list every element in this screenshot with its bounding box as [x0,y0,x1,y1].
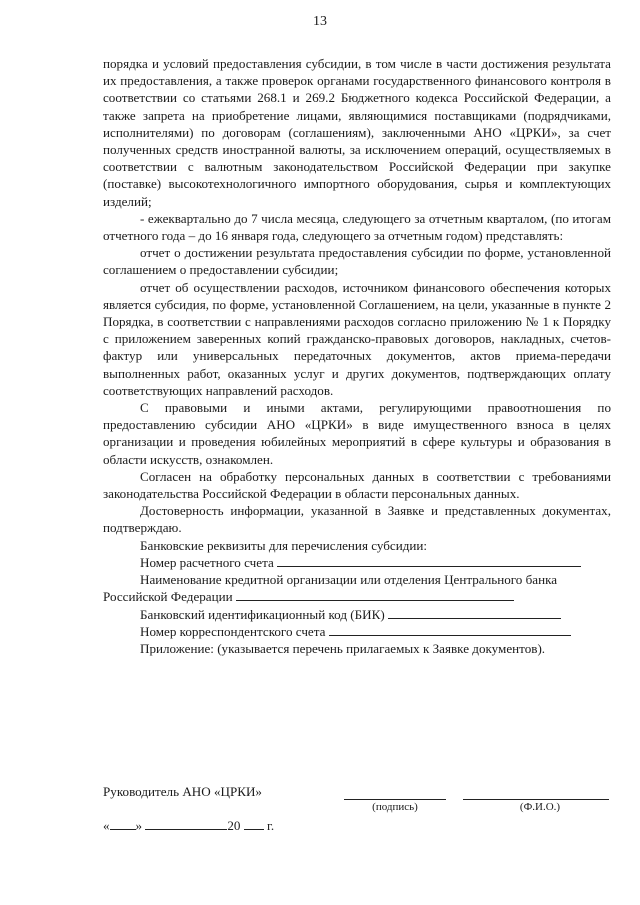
date-quote-close: » [135,818,143,833]
paragraph-expense-report: отчет об осуществлении расходов, источником финансового обеспечения которых является субсидия, по форме, установленной Соглашением, на цели, указанные в пункте 2 Порядка, в соответствии с направлениями расходов согласно приложению № 1 к Порядку с приложением заверенных копий гражданско-правовых договоров, накладных, счетов-фактур или универсальных передаточных документов, актов приема-передачи выполненных работ, оказанных услуг и других документов, подтверждающих оплату соответствующих направлений расходов. [103,279,611,398]
date-line [103,817,274,834]
bank-account-line [103,554,611,571]
bank-name-field[interactable] [236,588,514,601]
bank-name-line [103,571,611,605]
date-year-prefix: 20 [227,818,241,833]
bik-line [103,606,611,623]
name-line[interactable] [463,799,609,800]
bank-name-label: Наименование кредитной организации или отделения Центрального банка Российской Федерации [103,572,558,605]
corr-account-field[interactable] [329,623,571,636]
paragraph-result-report: отчет о достижении результата предоставления субсидии по форме, установленной соглашением о предоставлении субсидии; [103,245,611,278]
signature-caption: (подпись) [372,801,418,813]
document-body [103,55,611,657]
date-day-field[interactable] [110,817,136,830]
attachment-paragraph: Приложение: (указывается перечень прилагаемых к Заявке документов). [140,640,546,656]
paragraph-accuracy: Достоверность информации, указанной в Заявке и представленных документах, подтверждаю. [103,503,611,536]
paragraph-bank-heading: Банковские реквизиты для перечисления субсидии: [140,537,428,553]
paragraph-acknowledged: С правовыми и иными актами, регулирующими правоотношения по предоставлению субсидии АНО «ЦРКИ» в виде имущественного взноса в целях организации и проведения юбилейных мероприятий в сфере культуры и образования в области искусств, ознакомлен. [103,400,611,467]
bik-label: Банковский идентификационный код (БИК) [140,606,385,622]
paragraph-quarterly: - ежеквартально до 7 числа месяца, следующего за отчетным кварталом, (по итогам отчетного года – до 16 января года, следующего за отчетным годом) представлять: [103,210,611,244]
bik-field[interactable] [388,606,561,619]
corr-account-line [103,623,611,640]
paragraph-control: порядка и условий предоставления субсидии, в том числе в части достижения результата их предоставления, а также проверок органами государственного финансового контроля в соответствии со статьями 268.1 и 269.2 Бюджетного кодекса Российской Федерации, а также запрета на приобретение лицами, являющимися поставщиками (подрядчиками, исполнителями) по договорам (соглашениям), заключенными АНО «ЦРКИ», за счет полученных средств иностранной валюты, за исключением операций, осуществляемых в соответствии с валютным законодательством Российской Федерации при закупке (поставке) высокотехнологичного импортного оборудования, сырья и комплектующих изделий; [103,56,611,209]
page-number: 13 [313,14,327,29]
signature-line[interactable] [344,799,446,800]
paragraph-personal-data: Согласен на обработку персональных данных в соответствии с требованиями законодательства Российской Федерации в области персональных данных. [103,468,611,502]
date-month-field[interactable] [145,817,227,830]
date-year-suffix: г. [267,818,275,833]
name-caption: (Ф.И.О.) [519,801,561,813]
date-quote-open: « [103,818,110,833]
corr-account-label: Номер корреспондентского счета [140,623,326,639]
bank-account-label: Номер расчетного счета [140,554,274,570]
head-title: Руководитель АНО «ЦРКИ» [103,784,262,799]
date-year-field[interactable] [244,817,264,830]
bank-account-field[interactable] [277,554,581,567]
